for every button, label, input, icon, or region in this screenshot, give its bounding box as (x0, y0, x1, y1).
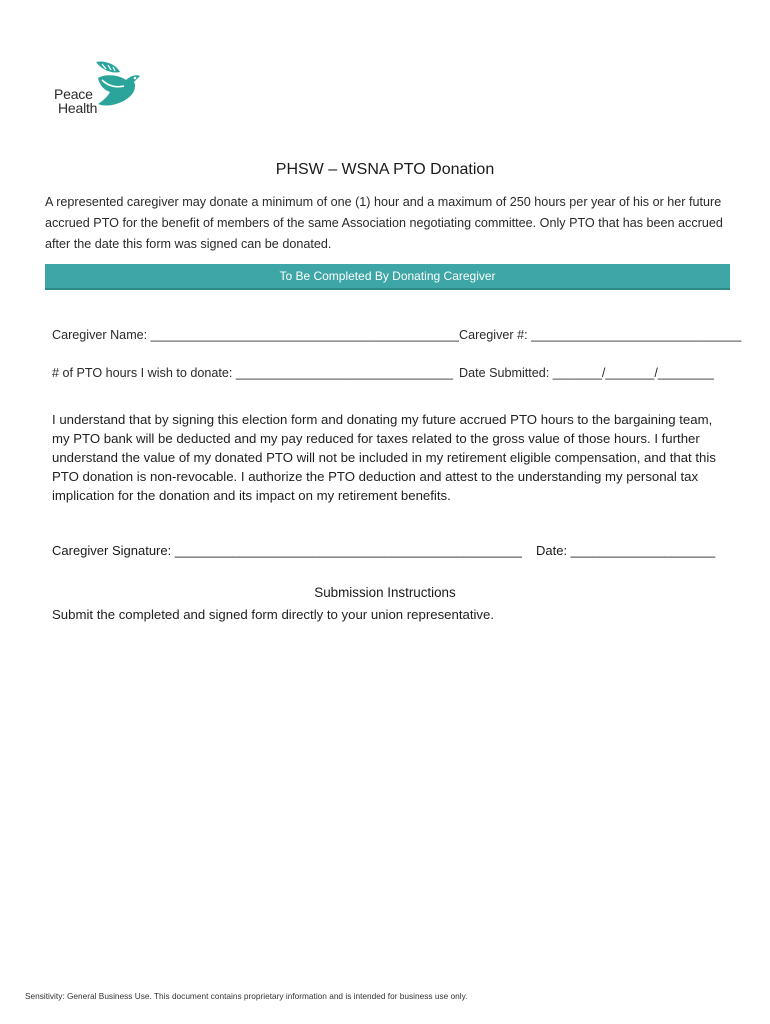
dove-with-leaf-icon (90, 60, 146, 108)
caregiver-number-field[interactable]: Caregiver #: ______________________________ (459, 328, 742, 342)
caregiver-signature-field[interactable]: Caregiver Signature: ________________________________________________ (52, 543, 522, 558)
logo-text-line1: Peace (54, 86, 93, 102)
agreement-paragraph: I understand that by signing this election form and donating my future accrued PTO hours to the bargaining team, my PTO bank will be deducted and my pay reduced for taxes related to the gross value of those hours. I further understand the value of my donated PTO will not be included in my retirement eligible compensation, and that this PTO donation is non-revocable. I authorize the PTO deduction and attest to the understanding my personal tax implication for the donation and its impact on my retirement benefits. (52, 412, 716, 503)
footer-sensitivity-note: Sensitivity: General Business Use. This document contains proprietary information and is intended for business use only. (25, 991, 468, 1001)
date-submitted-field[interactable]: Date Submitted: _______/_______/________ (459, 366, 714, 380)
submission-text: Submit the completed and signed form directly to your union representative. (52, 607, 495, 622)
signature-date-field[interactable]: Date: ____________________ (536, 543, 716, 558)
submission-title: Submission Instructions (314, 585, 456, 600)
pto-hours-field[interactable]: # of PTO hours I wish to donate: _______________________________ (52, 366, 454, 380)
logo-text-line2: Health (58, 100, 98, 116)
section-header-bar: To Be Completed By Donating Caregiver (45, 264, 730, 290)
peacehealth-logo (52, 60, 152, 120)
caregiver-name-field[interactable]: Caregiver Name: ____________________________________________ (52, 328, 459, 342)
form-title: PHSW – WSNA PTO Donation (275, 161, 495, 178)
intro-paragraph: A represented caregiver may donate a minimum of one (1) hour and a maximum of 250 hours per year of his or her future accrued PTO for the benefit of members of the same Association negotiating committee. Only PTO that has been accrued after the date this form was signed can be donated. (45, 195, 723, 251)
